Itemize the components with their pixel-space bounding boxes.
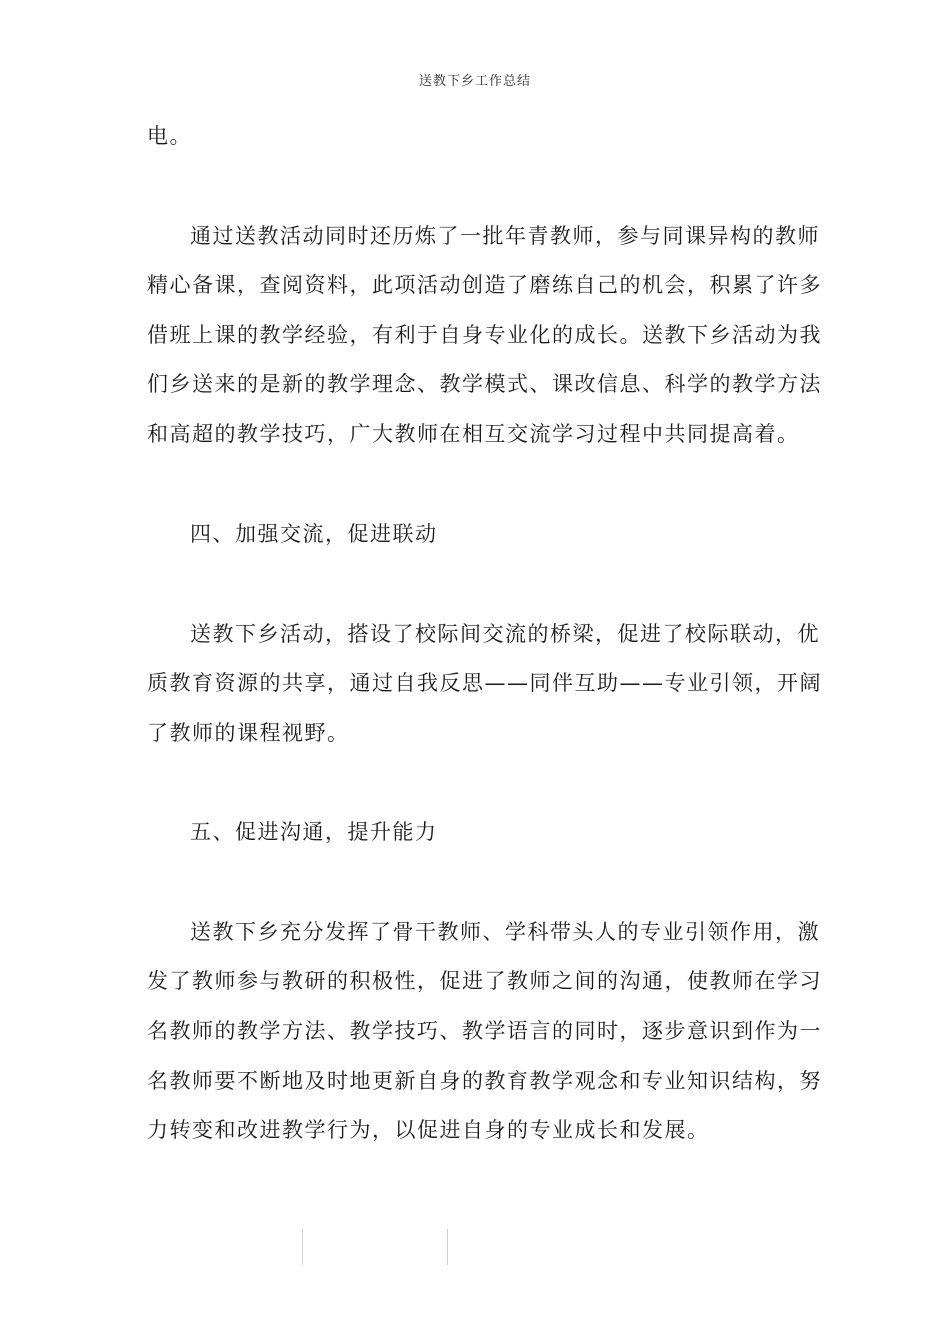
paragraph-line: 名教师要不断地及时地更新自身的教育教学观念和专业知识结构，努 (147, 1069, 822, 1093)
paragraph-line: 通过送教活动同时还历炼了一批年青教师，参与同课异构的教师 (190, 224, 820, 248)
paragraph-line: 名教师的教学方法、教学技巧、教学语言的同时，逐步意识到作为一 (147, 1019, 822, 1043)
paragraph-line: 送教下乡充分发挥了骨干教师、学科带头人的专业引领作用，激 (190, 920, 820, 944)
paragraph-line: 发了教师参与教研的积极性，促进了教师之间的沟通，使教师在学习 (147, 969, 822, 993)
footer-divider-right (447, 1229, 448, 1265)
section-heading-4: 四、加强交流，促进联动 (190, 522, 438, 546)
paragraph-line: 电。 (147, 124, 192, 148)
paragraph-line: 和高超的教学技巧，广大教师在相互交流学习过程中共同提高着。 (147, 422, 800, 446)
paragraph-line: 们乡送来的是新的教学理念、教学模式、课改信息、科学的教学方法 (147, 372, 822, 396)
paragraph-line: 了教师的课程视野。 (147, 721, 350, 745)
footer-divider-left (302, 1229, 303, 1265)
page-header-title: 送教下乡工作总结 (418, 74, 531, 89)
section-heading-5: 五、促进沟通，提升能力 (190, 820, 438, 844)
paragraph-line: 借班上课的教学经验，有利于自身专业化的成长。送教下乡活动为我 (147, 323, 822, 347)
paragraph-line: 质教育资源的共享，通过自我反思——同伴互助——专业引领，开阔 (147, 671, 822, 695)
paragraph-line: 精心备课，查阅资料，此项活动创造了磨练自己的机会，积累了许多 (147, 273, 822, 297)
paragraph-line: 送教下乡活动，搭设了校际间交流的桥梁，促进了校际联动，优 (190, 622, 820, 646)
paragraph-line: 力转变和改进教学行为，以促进自身的专业成长和发展。 (147, 1118, 710, 1142)
